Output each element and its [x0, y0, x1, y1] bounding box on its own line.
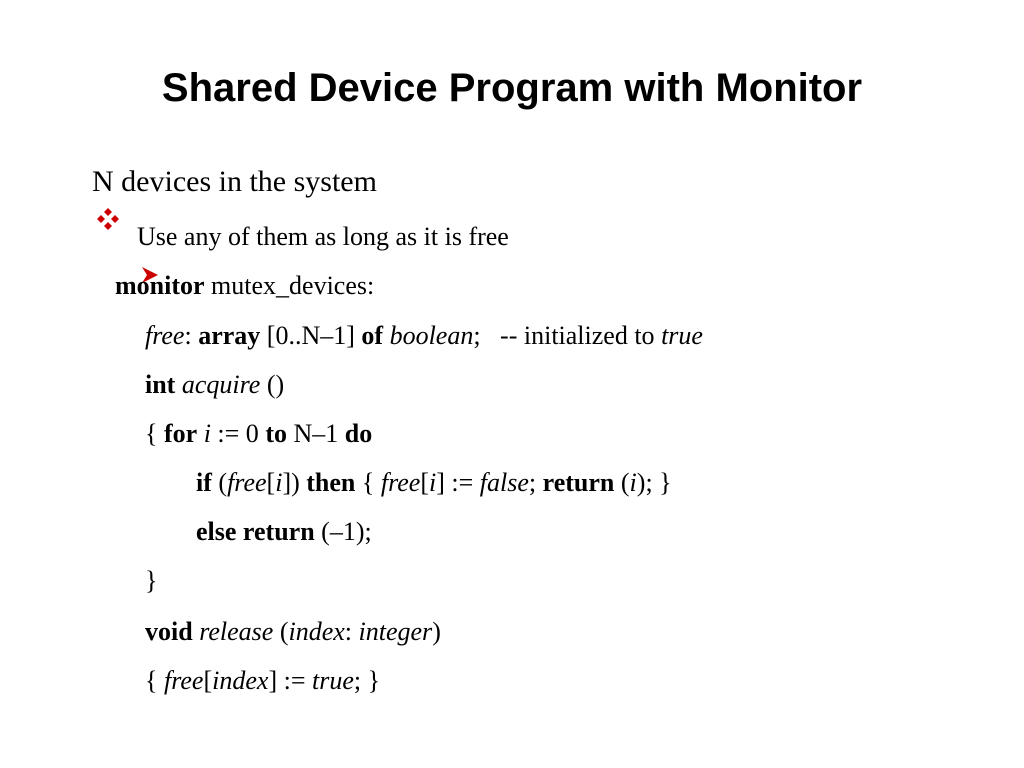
code-line-free-array — [145, 320, 703, 352]
code-line-else — [196, 516, 372, 548]
code-text: ; } — [353, 666, 381, 695]
value: true — [311, 666, 354, 695]
bullet-point-text: N devices in the system — [92, 165, 377, 198]
code-text: ]) — [282, 468, 307, 497]
variable: index — [212, 666, 269, 695]
code-line-if — [196, 467, 672, 499]
type-name: integer — [358, 617, 433, 646]
sub-point-text: Use any of them as long as it is free — [137, 222, 509, 251]
code-text: (–1); — [314, 517, 372, 546]
slide-title: Shared Device Program with Monitor — [161, 66, 863, 110]
code-text: [0..N–1] — [260, 321, 362, 350]
keyword: do — [344, 419, 373, 448]
diamond-cluster-bullet-icon — [66, 168, 92, 276]
code-text: { — [145, 666, 164, 695]
variable: free — [380, 468, 421, 497]
code-text: ( — [211, 468, 228, 497]
keyword: if — [196, 468, 212, 497]
code-line-release — [145, 616, 441, 648]
bullet-point-level2 — [115, 221, 509, 317]
code-line-release-body — [145, 665, 380, 697]
code-text: ] := — [436, 468, 480, 497]
function-name: release — [199, 617, 274, 646]
code-text: : — [344, 617, 359, 646]
variable: i — [203, 419, 211, 448]
code-line-close-brace — [145, 565, 157, 597]
keyword: int — [145, 370, 176, 399]
keyword: array — [198, 321, 261, 350]
keyword: to — [265, 419, 287, 448]
keyword: for — [163, 419, 198, 448]
code-comment: ; -- initialized to — [473, 321, 662, 350]
keyword: monitor — [115, 271, 205, 300]
variable: i — [629, 468, 637, 497]
code-text: } — [145, 566, 158, 595]
code-text: N–1 — [286, 419, 345, 448]
type-name: boolean — [389, 321, 474, 350]
keyword: void — [145, 617, 193, 646]
keyword: else return — [196, 517, 315, 546]
code-text: { — [145, 419, 164, 448]
value: false — [479, 468, 529, 497]
code-text: ] := — [268, 666, 312, 695]
parameter: index — [288, 617, 345, 646]
code-text: [ — [420, 468, 430, 497]
code-text: : — [184, 321, 199, 350]
value: true — [661, 321, 703, 350]
variable: free — [145, 321, 185, 350]
code-text: { — [355, 468, 381, 497]
code-text: ( — [273, 617, 289, 646]
code-line-acquire — [145, 369, 284, 401]
code-line-monitor — [115, 270, 374, 302]
code-text: mutex_devices: — [204, 271, 375, 300]
code-text: () — [260, 370, 285, 399]
code-text: [ — [266, 468, 276, 497]
code-text: ( — [614, 468, 630, 497]
code-text: ; — [528, 468, 543, 497]
code-text: [ — [203, 666, 213, 695]
keyword: then — [306, 468, 356, 497]
variable: i — [275, 468, 283, 497]
keyword: return — [542, 468, 615, 497]
code-line-for — [145, 418, 372, 450]
code-text: := 0 — [210, 419, 266, 448]
code-text: ); } — [636, 468, 672, 497]
keyword: of — [361, 321, 384, 350]
variable: free — [163, 666, 204, 695]
code-text: ) — [432, 617, 441, 646]
variable: free — [227, 468, 267, 497]
function-name: acquire — [181, 370, 261, 399]
variable: i — [429, 468, 437, 497]
